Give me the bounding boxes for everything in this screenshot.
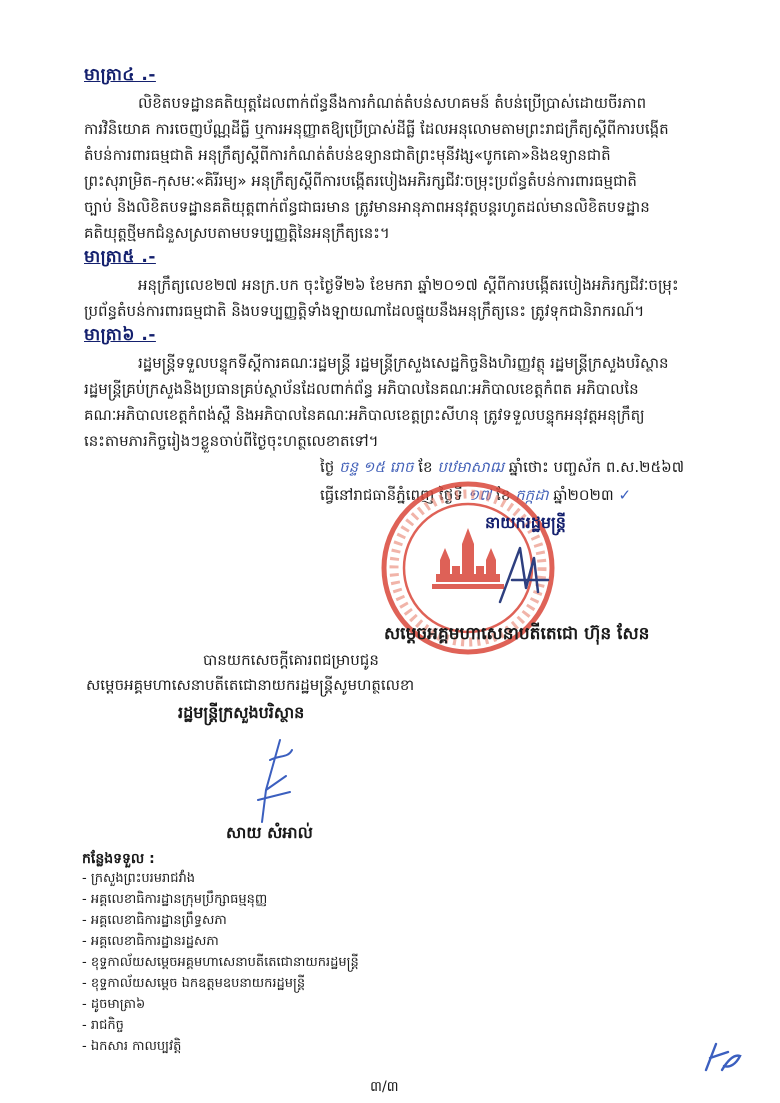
lunar-date	[320, 458, 684, 480]
check-mark-icon: ✓	[618, 486, 632, 504]
lunar-month-label: ខែ	[418, 458, 433, 476]
recipients-list	[82, 868, 359, 1057]
lunar-num: ១៥	[362, 458, 385, 476]
initial-mark	[700, 1040, 744, 1076]
article-6-line: រដ្ឋមន្ត្រីគ្រប់ក្រសួងនិងប្រធានគ្រប់ស្ថាប័នដែលពាក់ព័ន្ធ អភិបាលនៃគណៈអភិបាលខេត្តកំពត អភិបាលនៃ	[84, 380, 639, 398]
article-5-line: អនុក្រឹត្យលេខ២៧ អនក្រ.បក ចុះថ្ងៃទី២៦ ខែមករា ឆ្នាំ២០១៧ ស្តីពីការបង្កើតរបៀងអភិរក្សជីវៈចម្រុះ	[138, 276, 679, 294]
article-4-line: ការវិនិយោគ ការចេញប័ណ្ណដីធ្លី ឬការអនុញ្ញាតឱ្យប្រើប្រាស់ដីធ្លី ដែលអនុលោមតាមព្រះរាជក្រឹត្យស្តីពីការបង្កើត	[84, 120, 669, 138]
recipient-item: - រាជកិច្ច	[82, 1018, 124, 1033]
recipient-item: - អគ្គលេខាធិការដ្ឋានព្រឹទ្ធសភា	[82, 913, 227, 928]
article-6-heading: មាត្រា៦ .-	[84, 325, 156, 345]
minister-name: សាយ សំអាល់	[226, 823, 313, 842]
article-4-line: ច្បាប់ និងលិខិតបទដ្ឋានគតិយុត្តពាក់ព័ន្ធជាធរមាន ត្រូវមានអានុភាពអនុវត្តបន្តរហូតដល់មានលិខិតបទដ្ឋាន	[84, 198, 650, 216]
lunar-month: បឋមាសាឍ	[437, 458, 504, 476]
article-4-heading: មាត្រា៤ .-	[84, 65, 156, 85]
article-4-line: ព្រះសុរាម្រិត-កុសមៈ«គិរីរម្យ» អនុក្រឹត្យស្តីពីការបង្កើតរបៀងអភិរក្សជីវៈចម្រុះប្រព័ន្ធតំបន់ការពារធម្មជាតិ	[84, 172, 637, 190]
recipient-item: - ឯកសារ កាលប្បវត្តិ	[82, 1039, 182, 1054]
article-6-line: នេះតាមភារកិច្ចរៀងៗខ្លួនចាប់ពីថ្ងៃចុះហត្ថលេខាតទៅ។	[84, 432, 379, 450]
prime-minister-name: សម្តេចអគ្គមហាសេនាបតីតេជោ ហ៊ុន សែន	[384, 624, 650, 644]
solar-day: ១៧	[467, 486, 492, 504]
minister-title: រដ្ឋមន្ត្រីក្រសួងបរិស្ថាន	[178, 703, 305, 722]
solar-month-label: ខែ	[496, 486, 511, 504]
recipient-item: - ក្រសួងព្រះបរមរាជវាំង	[82, 871, 196, 886]
article-4-line: លិខិតបទដ្ឋានគតិយុត្តដែលពាក់ព័ន្ធនឹងការកំណត់តំបន់សហគមន៍ តំបន់ប្រើប្រាស់ដោយចីរភាព	[138, 94, 647, 112]
page-number: ៣/៣	[370, 1079, 399, 1095]
solar-month: កក្កដា	[515, 486, 549, 504]
report-line-1: បានយកសេចក្តីគោរពជម្រាបជូន	[203, 651, 379, 669]
lunar-year: ឆ្នាំថោះ បញ្ចស័ក ព.ស.២៥៦៧	[508, 458, 685, 476]
minister-signature	[240, 730, 310, 830]
recipient-item: - ខុទ្ទកាល័យសម្តេច ឯកឧត្តមឧបនាយករដ្ឋមន្ត្រី	[82, 976, 306, 991]
prime-minister-title: នាយករដ្ឋមន្ត្រី	[485, 513, 566, 532]
article-6-body	[84, 350, 724, 454]
prime-minister-signature	[490, 540, 560, 610]
recipients-heading: កន្លែងទទួល :	[82, 851, 155, 867]
solar-prefix: ធ្វើនៅរាជធានីភ្នំពេញ ថ្ងៃទី	[320, 486, 463, 504]
article-6-line: រដ្ឋមន្ត្រីទទួលបន្ទុកទីស្តីការគណៈរដ្ឋមន្ត្រី រដ្ឋមន្ត្រីក្រសួងសេដ្ឋកិច្ចនិងហិរញ្ញវត្ថុ រដ្ឋមន្ត្រីក្រសួងបរិស្ថាន	[138, 354, 669, 372]
report-line-2: សម្តេចអគ្គមហាសេនាបតីតេជោនាយករដ្ឋមន្ត្រីសូមហត្ថលេខា	[86, 676, 415, 694]
recipient-item: - ខុទ្ទកាល័យសម្តេចអគ្គមហាសេនាបតីតេជោនាយករដ្ឋមន្ត្រី	[82, 955, 359, 970]
article-5-heading: មាត្រា៥ .-	[84, 247, 156, 267]
article-4-line: គតិយុត្តថ្មីមកជំនួសស្របតាមបទប្បញ្ញត្តិនៃអនុក្រឹត្យនេះ។	[84, 224, 390, 242]
article-4-body	[84, 90, 724, 246]
lunar-waning: រោច	[389, 458, 414, 476]
article-4-line: តំបន់ការពារធម្មជាតិ អនុក្រឹត្យស្តីពីការកំណត់តំបន់ឧទ្យានជាតិព្រះមុនីវង្ស«បូកគោ»និងឧទ្យានជាតិ	[84, 146, 611, 164]
lunar-prefix: ថ្ងៃ	[320, 458, 335, 476]
article-5-body	[84, 272, 724, 324]
solar-year: ឆ្នាំ២០២៣	[553, 486, 614, 504]
recipient-item: - អគ្គលេខាធិការដ្ឋានរដ្ឋសភា	[82, 934, 219, 949]
recipient-item: - អគ្គលេខាធិការដ្ឋានក្រុមប្រឹក្សាធម្មនុញ្ញ	[82, 892, 268, 907]
lunar-day: ចន្ទ	[339, 458, 359, 476]
article-6-line: គណៈអភិបាលខេត្តកំពង់ស្ពឺ និងអភិបាលនៃគណៈអភិបាលខេត្តព្រះសីហនុ ត្រូវទទួលបន្ទុកអនុវត្តអនុក្រឹត្យ	[84, 406, 645, 424]
article-5-line: ប្រព័ន្ធតំបន់ការពារធម្មជាតិ និងបទប្បញ្ញត្តិទាំងឡាយណាដែលផ្ទុយនឹងអនុក្រឹត្យនេះ ត្រូវទុកជានិរាករណ៍។	[84, 302, 645, 320]
recipient-item: - ដូចមាត្រា៦	[82, 997, 146, 1012]
